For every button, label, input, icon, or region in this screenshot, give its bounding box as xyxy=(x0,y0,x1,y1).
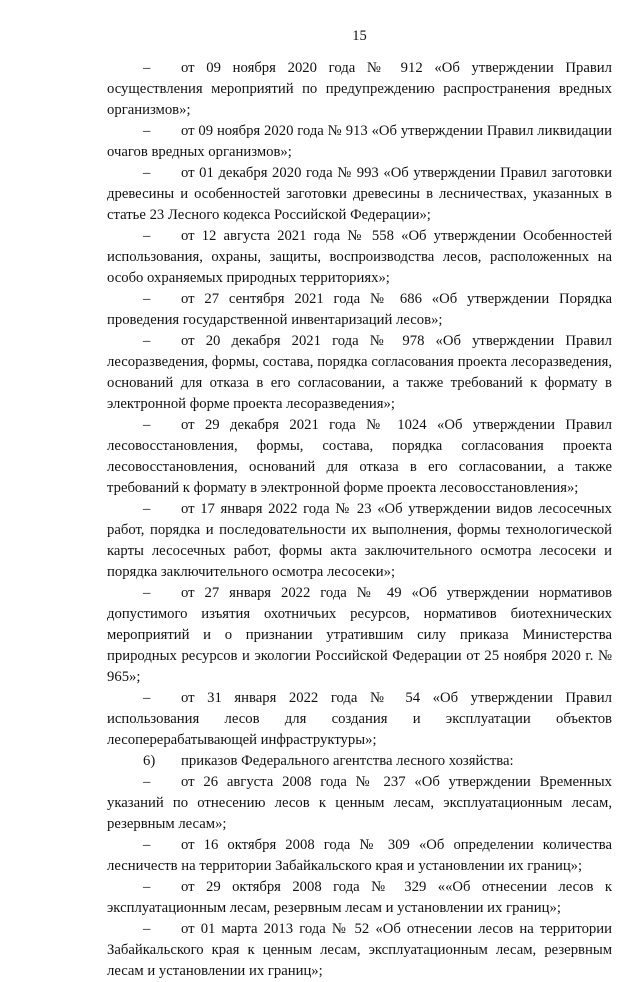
list-marker: – xyxy=(143,921,151,937)
list-item xyxy=(107,583,612,688)
list-item-text: от 09 ноября 2020 года № 912 «Об утверждении Правил осуществления мероприятий по предупреждению распространения вредных организмов»; xyxy=(107,60,612,118)
list-marker: – xyxy=(143,774,151,790)
list-marker: – xyxy=(143,333,151,349)
list-item-text: от 01 марта 2013 года № 52 «Об отнесении лесов на территории Забайкальского края к ценным лесам, эксплуатационным лесам, резервным лесам и установлении их границ»; xyxy=(107,921,612,979)
list-item xyxy=(107,688,612,751)
list-item-text: от 31 января 2022 года № 54 «Об утверждении Правил использования лесов для создания и эксплуатации объектов лесоперерабатывающей инфраструктуры»; xyxy=(107,690,612,748)
list-marker: – xyxy=(143,879,151,895)
list-item xyxy=(107,835,612,877)
list-item xyxy=(107,415,612,499)
list-item xyxy=(107,121,612,163)
list-item xyxy=(107,877,612,919)
list-marker: – xyxy=(143,417,151,433)
list-item-text: от 26 августа 2008 года № 237 «Об утверждении Временных указаний по отнесению лесов к ценным лесам, эксплуатационным лесам, резервным лесам»; xyxy=(107,774,612,832)
list-item-text: от 20 декабря 2021 года № 978 «Об утверждении Правил лесоразведения, формы, состава, порядка согласования проекта лесоразведения, оснований для отказа в его согласовании, а также требований к формату в электронной форме проекта лесоразведения»; xyxy=(107,333,612,412)
list-marker: – xyxy=(143,228,151,244)
list-item xyxy=(107,226,612,289)
list-item xyxy=(107,331,612,415)
list-item xyxy=(107,919,612,982)
list-marker: – xyxy=(143,501,151,517)
list-item-text: от 09 ноября 2020 года № 913 «Об утверждении Правил ликвидации очагов вредных организмов»; xyxy=(107,123,612,160)
list-item-text: от 01 декабря 2020 года № 993 «Об утверждении Правил заготовки древесины и особенностей заготовки древесины в лесничествах, указанных в статье 23 Лесного кодекса Российской Федерации»; xyxy=(107,165,612,223)
section-heading-item xyxy=(107,751,612,772)
list-item-text: от 17 января 2022 года № 23 «Об утверждении видов лесосечных работ, порядка и последовательности их выполнения, формы технологической карты лесосечных работ, формы акта заключительного осмотра лесосеки и порядка заключительного осмотра лесосеки»; xyxy=(107,501,612,580)
list-item-text: от 12 августа 2021 года № 558 «Об утверждении Особенностей использования, охраны, защиты, воспроизводства лесов, расположенных на особо охраняемых природных территориях»; xyxy=(107,228,612,286)
list-item-text: от 16 октября 2008 года № 309 «Об определении количества лесничеств на территории Забайкальского края и установлении их границ»; xyxy=(107,837,612,874)
decree-list xyxy=(107,58,612,982)
list-item-text: от 29 декабря 2021 года № 1024 «Об утверждении Правил лесовосстановления, формы, состава, порядка согласования проекта лесовосстановления, оснований для отказа в его согласовании, а также требований к формату в электронной форме проекта лесовосстановления»; xyxy=(107,417,612,496)
list-item-text: от 27 сентября 2021 года № 686 «Об утверждении Порядка проведения государственной инвентаризаций лесов»; xyxy=(107,291,612,328)
list-marker: – xyxy=(143,165,151,181)
document-page xyxy=(107,26,612,982)
list-marker: – xyxy=(143,690,151,706)
list-item xyxy=(107,289,612,331)
list-item-text: от 27 января 2022 года № 49 «Об утверждении нормативов допустимого изъятия охотничьих ресурсов, нормативов биотехнических мероприятий и о признании утратившим силу приказа Министерства природных ресурсов и экологии Российской Федерации от 25 ноября 2020 г. № 965»; xyxy=(107,585,612,685)
list-item xyxy=(107,58,612,121)
list-marker: – xyxy=(143,837,151,853)
list-item xyxy=(107,163,612,226)
list-marker: – xyxy=(143,585,151,601)
list-item-text: от 29 октября 2008 года № 329 ««Об отнесении лесов к эксплуатационным лесам, резервным лесам и установлении их границ»; xyxy=(107,879,612,916)
page-number: 15 xyxy=(352,28,367,44)
list-marker: – xyxy=(143,60,151,76)
list-marker: – xyxy=(143,123,151,139)
list-item xyxy=(107,499,612,583)
list-marker: – xyxy=(143,291,151,307)
section-heading-text: приказов Федерального агентства лесного хозяйства: xyxy=(181,753,514,769)
list-item xyxy=(107,772,612,835)
section-number: 6) xyxy=(143,753,156,769)
